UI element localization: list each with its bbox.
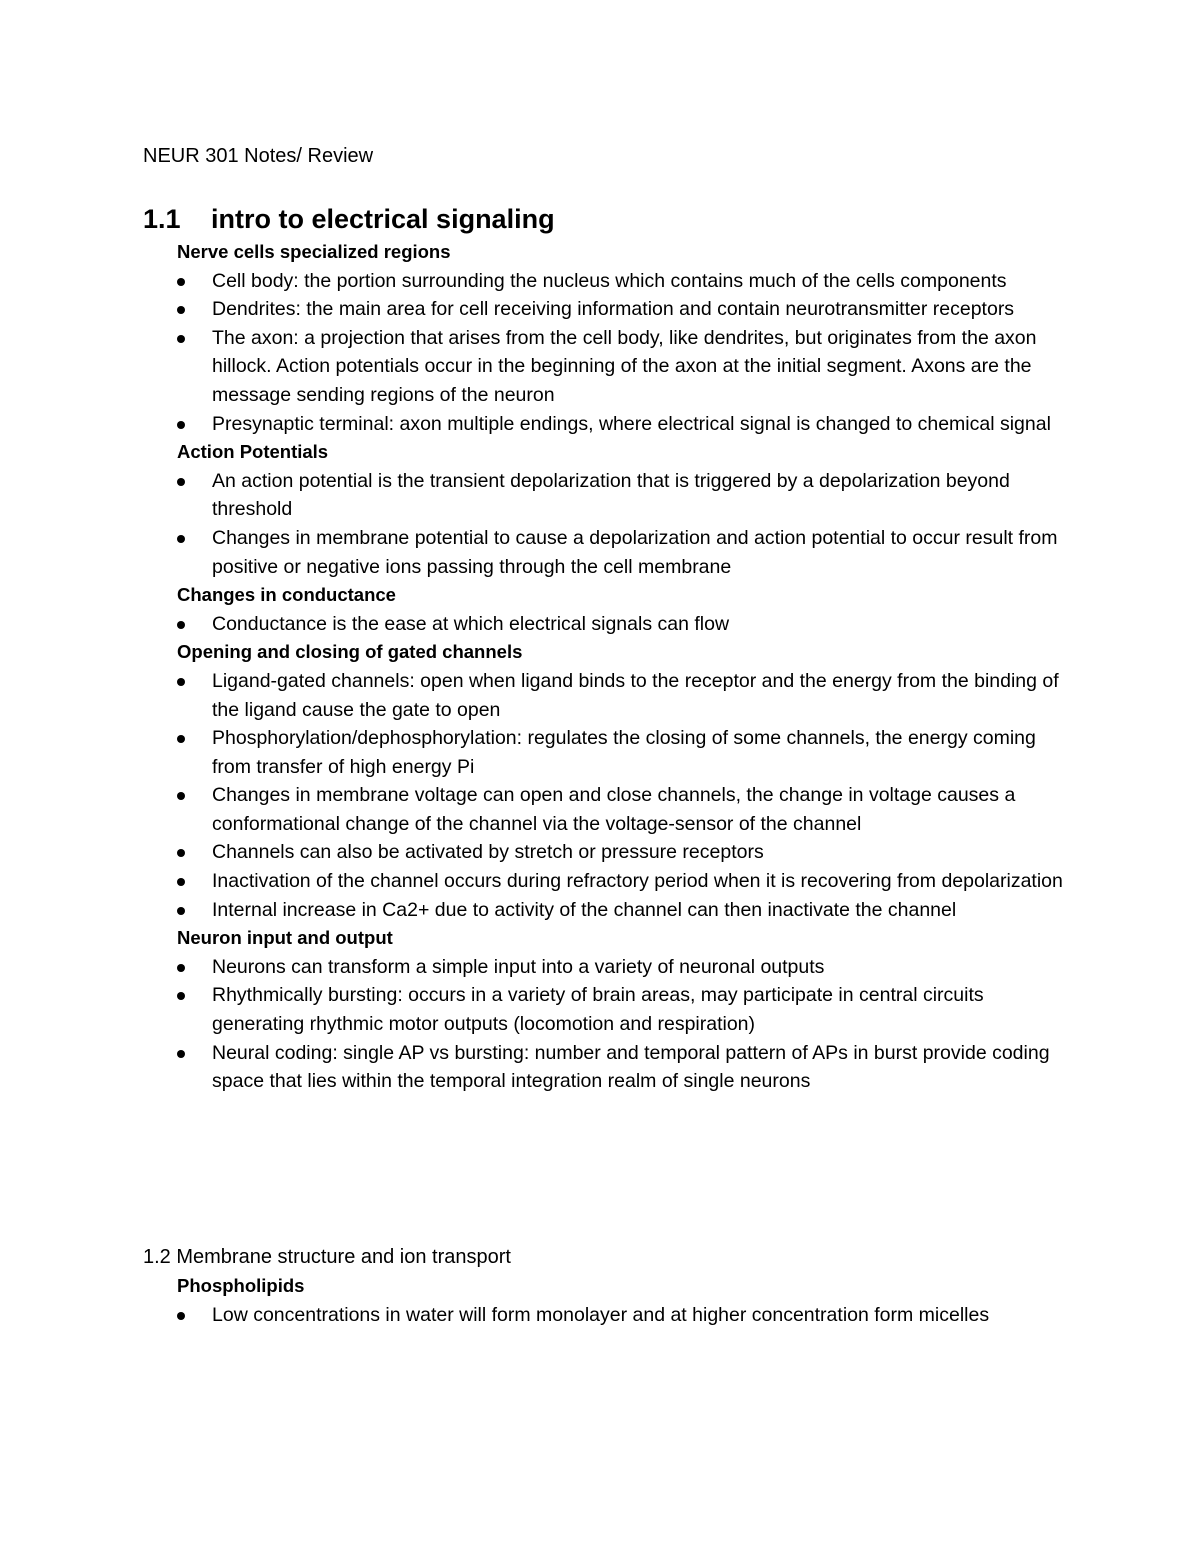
subheading-gated-channels: Opening and closing of gated channels (177, 641, 523, 663)
bullet-list-action-potentials (177, 467, 1077, 581)
bullet-item (177, 610, 1077, 639)
bullet-text: Cell body: the portion surrounding the nucleus which contains much of the cells components (212, 269, 1007, 292)
bullet-item (177, 1301, 1077, 1330)
bullet-item (177, 667, 1077, 724)
bullet-text: Ligand-gated channels: open when ligand binds to the receptor and the energy from the binding of the ligand cause the gate to open (212, 669, 1059, 721)
bullet-text: Presynaptic terminal: axon multiple endings, where electrical signal is changed to chemical signal (212, 412, 1051, 435)
bullet-list-conductance (177, 610, 1077, 639)
bullet-item (177, 724, 1077, 781)
bullet-icon (177, 421, 185, 429)
bullet-text: The axon: a projection that arises from the cell body, like dendrites, but originates from the axon hillock. Action potentials occur in the beginning of the axon at the initial segment. Axons are the message sending regions of the neuron (212, 326, 1037, 406)
section-1-2-body (177, 1272, 1077, 1329)
bullet-icon (177, 792, 185, 800)
bullet-icon (177, 621, 185, 629)
section-1-2-heading: 1.2 Membrane structure and ion transport (143, 1246, 511, 1268)
subheading-phospholipids: Phospholipids (177, 1275, 305, 1296)
bullet-item (177, 981, 1077, 1038)
bullet-text: Conductance is the ease at which electrical signals can flow (212, 612, 730, 635)
subheading-neuron-input-output: Neuron input and output (177, 927, 393, 949)
subheading-changes-in-conductance: Changes in conductance (177, 584, 396, 606)
bullet-icon (177, 678, 185, 686)
subheading-action-potentials: Action Potentials (177, 441, 329, 463)
bullet-item (177, 1039, 1077, 1096)
bullet-item (177, 896, 1077, 925)
bullet-icon (177, 478, 185, 486)
bullet-text: Inactivation of the channel occurs during refractory period when it is recovering from depolarization (212, 870, 1063, 893)
subheading-nerve-cells: Nerve cells specialized regions (177, 241, 451, 262)
bullet-icon (177, 535, 185, 543)
bullet-item (177, 781, 1077, 838)
bullet-item (177, 267, 1077, 296)
bullet-text: Neural coding: single AP vs bursting: number and temporal pattern of APs in burst provide coding space that lies within the temporal integration realm of single neurons (212, 1041, 1050, 1093)
bullet-text: Rhythmically bursting: occurs in a variety of brain areas, may participate in central circuits generating rhythmic motor outputs (locomotion and respiration) (212, 984, 984, 1036)
bullet-icon (177, 907, 185, 915)
section-title: intro to electrical signaling (211, 204, 555, 234)
bullet-text: Phosphorylation/dephosphorylation: regulates the closing of some channels, the energy coming from transfer of high energy Pi (212, 727, 1036, 778)
document-title: NEUR 301 Notes/ Review (143, 145, 374, 167)
bullet-icon (177, 964, 185, 972)
bullet-icon (177, 878, 185, 886)
bullet-item (177, 867, 1077, 896)
bullet-icon (177, 735, 185, 743)
bullet-item (177, 295, 1077, 324)
bullet-icon (177, 849, 185, 857)
bullet-text: Changes in membrane potential to cause a depolarization and action potential to occur result from positive or negative ions passing through the cell membrane (212, 526, 1058, 578)
bullet-item (177, 467, 1077, 524)
bullet-text: Channels can also be activated by stretch or pressure receptors (212, 841, 764, 864)
bullet-text: Low concentrations in water will form monolayer and at higher concentration form micelles (212, 1303, 990, 1326)
section-1-1-body (177, 238, 1077, 1096)
bullet-list-neuron-io (177, 953, 1077, 1096)
bullet-list-phospholipids (177, 1301, 1077, 1330)
bullet-item (177, 324, 1077, 410)
bullet-text: Neurons can transform a simple input into a variety of neuronal outputs (212, 955, 825, 978)
bullet-icon (177, 992, 185, 1000)
bullet-icon (177, 278, 185, 286)
bullet-text: Internal increase in Ca2+ due to activity of the channel can then inactivate the channel (212, 898, 957, 921)
bullet-icon (177, 1050, 185, 1058)
bullet-icon (177, 1312, 185, 1320)
bullet-list-gated-channels (177, 667, 1077, 924)
bullet-text: An action potential is the transient depolarization that is triggered by a depolarization beyond threshold (212, 469, 1010, 521)
bullet-item (177, 838, 1077, 867)
section-1-1-heading (143, 200, 555, 238)
bullet-item (177, 953, 1077, 982)
bullet-icon (177, 335, 185, 343)
bullet-text: Changes in membrane voltage can open and close channels, the change in voltage causes a conformational change of the channel via the voltage-sensor of the channel (212, 784, 1016, 835)
bullet-icon (177, 306, 185, 314)
bullet-list-nerve-cells (177, 267, 1077, 439)
bullet-text: Dendrites: the main area for cell receiving information and contain neurotransmitter receptors (212, 298, 1015, 321)
bullet-item (177, 410, 1077, 439)
section-number: 1.1 (143, 204, 181, 234)
bullet-item (177, 524, 1077, 581)
